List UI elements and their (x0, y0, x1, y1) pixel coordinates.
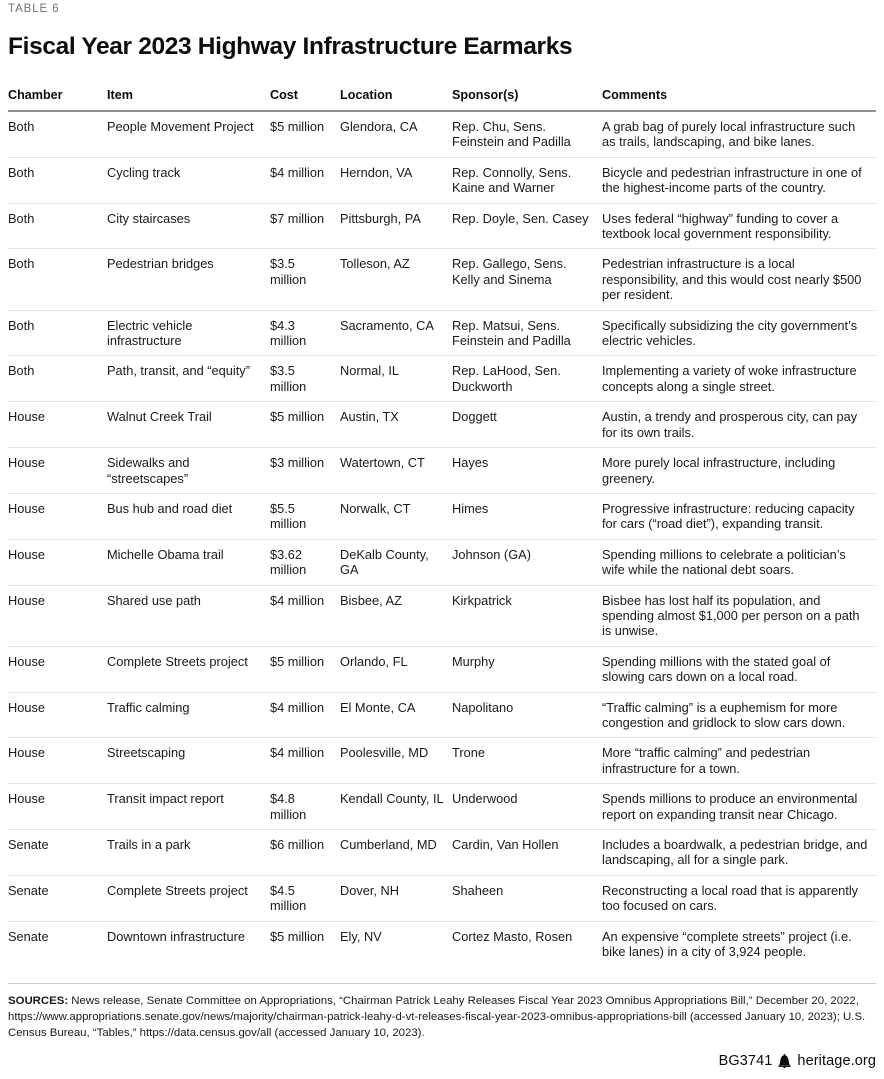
cell-comments: Spends millions to produce an environmental report on expanding transit near Chicago. (602, 784, 876, 830)
cell-comments: Uses federal “highway” funding to cover a textbook local government responsibility. (602, 203, 876, 249)
cell-cost: $5 million (270, 646, 340, 692)
cell-cost: $4.8 million (270, 784, 340, 830)
cell-comments: Austin, a trendy and prosperous city, can pay for its own trails. (602, 402, 876, 448)
table-row (8, 784, 876, 830)
cell-location: Poolesville, MD (340, 738, 452, 784)
column-header-sponsors: Sponsor(s) (452, 88, 602, 111)
cell-chamber: House (8, 493, 107, 539)
cell-comments: Includes a boardwalk, a pedestrian bridge, and landscaping, all for a single park. (602, 830, 876, 876)
cell-sponsors: Johnson (GA) (452, 539, 602, 585)
cell-chamber: House (8, 784, 107, 830)
sources-text: News release, Senate Committee on Appropriations, “Chairman Patrick Leahy Releases Fiscal Year 2023 Omnibus Appropriations Bill,” December 20, 2022, https://www.appropriations.senate.gov/news/majority/chairman-patrick-leahy-d-vt-releases-fiscal-year-2023-omnibus-appropriations-bill (accessed January 10, 2023); U.S. Census Bureau, “Tables,” https://data.census.gov/all (accessed January 10, 2023). (8, 995, 866, 1039)
column-header-location: Location (340, 88, 452, 111)
cell-sponsors: Doggett (452, 402, 602, 448)
cell-sponsors: Rep. Chu, Sens. Feinstein and Padilla (452, 111, 602, 157)
cell-sponsors: Underwood (452, 784, 602, 830)
cell-item: City staircases (107, 203, 270, 249)
cell-location: Cumberland, MD (340, 830, 452, 876)
cell-item: Trails in a park (107, 830, 270, 876)
table-row (8, 493, 876, 539)
cell-location: Dover, NH (340, 875, 452, 921)
table-row (8, 111, 876, 157)
cell-comments: Pedestrian infrastructure is a local responsibility, and this would cost nearly $500 per resident. (602, 249, 876, 310)
cell-item: Complete Streets project (107, 646, 270, 692)
cell-cost: $4 million (270, 157, 340, 203)
table-row (8, 448, 876, 494)
cell-cost: $4 million (270, 738, 340, 784)
cell-item: Electric vehicle infrastructure (107, 310, 270, 356)
liberty-bell-icon (778, 1054, 791, 1068)
cell-cost: $4 million (270, 692, 340, 738)
cell-item: Downtown infrastructure (107, 928, 245, 944)
cell-item: Transit impact report (107, 784, 270, 830)
cell-item: Shared use path (107, 585, 270, 646)
cell-sponsors: Rep. Gallego, Sens. Kelly and Sinema (452, 249, 602, 310)
cell-chamber: Senate (8, 928, 49, 944)
cell-location: Normal, IL (340, 356, 452, 402)
cell-chamber: Both (8, 356, 107, 402)
cell-cost: $3.5 million (270, 249, 340, 310)
cell-comments: Spending millions to celebrate a politician’s wife while the national debt soars. (602, 539, 876, 585)
cell-cost: $3 million (270, 448, 340, 494)
table-row (8, 356, 876, 402)
cell-item: Walnut Creek Trail (107, 402, 270, 448)
cell-item: Pedestrian bridges (107, 249, 270, 310)
cell-location: El Monte, CA (340, 692, 452, 738)
cell-comments: Bicycle and pedestrian infrastructure in one of the highest-income parts of the country. (602, 157, 876, 203)
column-header-comments: Comments (602, 88, 876, 111)
cell-sponsors: Cardin, Van Hollen (452, 830, 602, 876)
cell-chamber: House (8, 585, 107, 646)
cell-item: Cycling track (107, 157, 270, 203)
cell-cost: $7 million (270, 203, 340, 249)
cell-location: Bisbee, AZ (340, 585, 452, 646)
cell-location: Kendall County, IL (340, 784, 452, 830)
cell-cost: $4 million (270, 585, 340, 646)
cell-chamber: House (8, 539, 107, 585)
sources-label: SOURCES: (8, 995, 69, 1008)
cell-comments: Bisbee has lost half its population, and spending almost $1,000 per person on a path is unwise. (602, 585, 876, 646)
cell-sponsors: Rep. Doyle, Sen. Casey (452, 203, 602, 249)
report-id: BG3741 (718, 1053, 773, 1069)
sources-divider (8, 983, 876, 984)
cell-cost: $5 million (270, 928, 325, 944)
cell-chamber: Both (8, 111, 107, 157)
table-row (8, 921, 876, 966)
cell-comments: Reconstructing a local road that is apparently too focused on cars. (602, 875, 876, 921)
cell-chamber: Both (8, 203, 107, 249)
cell-location: Orlando, FL (340, 646, 452, 692)
cell-comments: Implementing a variety of woke infrastructure concepts along a single street. (602, 356, 876, 402)
table-row (8, 692, 876, 738)
cell-item: Bus hub and road diet (107, 493, 270, 539)
column-header-chamber: Chamber (8, 88, 107, 111)
table-row (8, 539, 876, 585)
cell-chamber: Both (8, 249, 107, 310)
cell-item: Traffic calming (107, 692, 270, 738)
table-header (8, 88, 876, 111)
cell-sponsors: Kirkpatrick (452, 585, 602, 646)
cell-comments: A grab bag of purely local infrastructure such as trails, landscaping, and bike lanes. (602, 111, 876, 157)
cell-location: Ely, NV (340, 928, 382, 944)
cell-sponsors: Rep. LaHood, Sen. Duckworth (452, 356, 602, 402)
cell-comments: “Traffic calming” is a euphemism for more congestion and gridlock to slow cars down. (602, 692, 876, 738)
sources-note (8, 994, 876, 1041)
cell-cost: $6 million (270, 830, 340, 876)
table-row (8, 738, 876, 784)
cell-location: Herndon, VA (340, 157, 452, 203)
cell-item: People Movement Project (107, 111, 270, 157)
cell-chamber: House (8, 448, 107, 494)
cell-location: Austin, TX (340, 402, 452, 448)
cell-sponsors: Cortez Masto, Rosen (452, 928, 573, 944)
cell-sponsors: Trone (452, 738, 602, 784)
cell-item: Path, transit, and “equity” (107, 356, 270, 402)
cell-sponsors: Murphy (452, 646, 602, 692)
table-row (8, 249, 876, 310)
table-header-row (8, 88, 876, 111)
earmarks-table (8, 88, 876, 966)
cell-cost: $5.5 million (270, 493, 340, 539)
cell-comments: More “traffic calming” and pedestrian infrastructure for a town. (602, 738, 876, 784)
table-row (8, 203, 876, 249)
table-row (8, 402, 876, 448)
column-header-item: Item (107, 88, 270, 111)
table-row (8, 875, 876, 921)
cell-cost: $5 million (270, 111, 340, 157)
cell-item: Streetscaping (107, 738, 270, 784)
cell-comments: Spending millions with the stated goal of slowing cars down on a local road. (602, 646, 876, 692)
cell-sponsors: Hayes (452, 448, 602, 494)
cell-location: Glendora, CA (340, 111, 452, 157)
table-row (8, 646, 876, 692)
cell-cost: $5 million (270, 402, 340, 448)
cell-comments: Specifically subsidizing the city government’s electric vehicles. (602, 310, 876, 356)
footer (719, 1053, 876, 1069)
cell-location: Pittsburgh, PA (340, 203, 452, 249)
cell-location: Norwalk, CT (340, 493, 452, 539)
cell-chamber: Senate (8, 830, 107, 876)
cell-sponsors: Himes (452, 493, 602, 539)
cell-chamber: House (8, 738, 107, 784)
table-number-label: TABLE 6 (8, 3, 60, 15)
cell-chamber: Senate (8, 875, 107, 921)
cell-chamber: House (8, 692, 107, 738)
cell-chamber: Both (8, 310, 107, 356)
cell-comments: An expensive “complete streets” project (i.e. bike lanes) in a city of 3,924 people. (602, 928, 852, 960)
cell-sponsors: Napolitano (452, 692, 602, 738)
table-row (8, 157, 876, 203)
cell-location: Tolleson, AZ (340, 249, 452, 310)
cell-chamber: House (8, 402, 107, 448)
cell-location: Watertown, CT (340, 448, 452, 494)
cell-sponsors: Rep. Connolly, Sens. Kaine and Warner (452, 157, 602, 203)
cell-location: DeKalb County, GA (340, 539, 452, 585)
cell-sponsors: Rep. Matsui, Sens. Feinstein and Padilla (452, 310, 602, 356)
cell-cost: $3.5 million (270, 356, 340, 402)
table-row (8, 310, 876, 356)
cell-item: Complete Streets project (107, 875, 270, 921)
cell-sponsors: Shaheen (452, 875, 602, 921)
cell-comments: Progressive infrastructure: reducing capacity for cars (“road diet”), expanding transit. (602, 493, 876, 539)
site-name: heritage.org (797, 1053, 876, 1069)
column-header-cost: Cost (270, 88, 340, 111)
cell-chamber: Both (8, 157, 107, 203)
cell-cost: $4.3 million (270, 310, 340, 356)
table-row (8, 585, 876, 646)
table-body (8, 111, 876, 966)
cell-cost: $4.5 million (270, 875, 340, 921)
table-row (8, 830, 876, 876)
cell-comments: More purely local infrastructure, including greenery. (602, 448, 876, 494)
cell-item: Michelle Obama trail (107, 539, 270, 585)
cell-chamber: House (8, 646, 107, 692)
cell-location: Sacramento, CA (340, 310, 452, 356)
page-title: Fiscal Year 2023 Highway Infrastructure Earmarks (8, 33, 573, 60)
cell-item: Sidewalks and “streetscapes” (107, 448, 270, 494)
cell-cost: $3.62 million (270, 539, 340, 585)
